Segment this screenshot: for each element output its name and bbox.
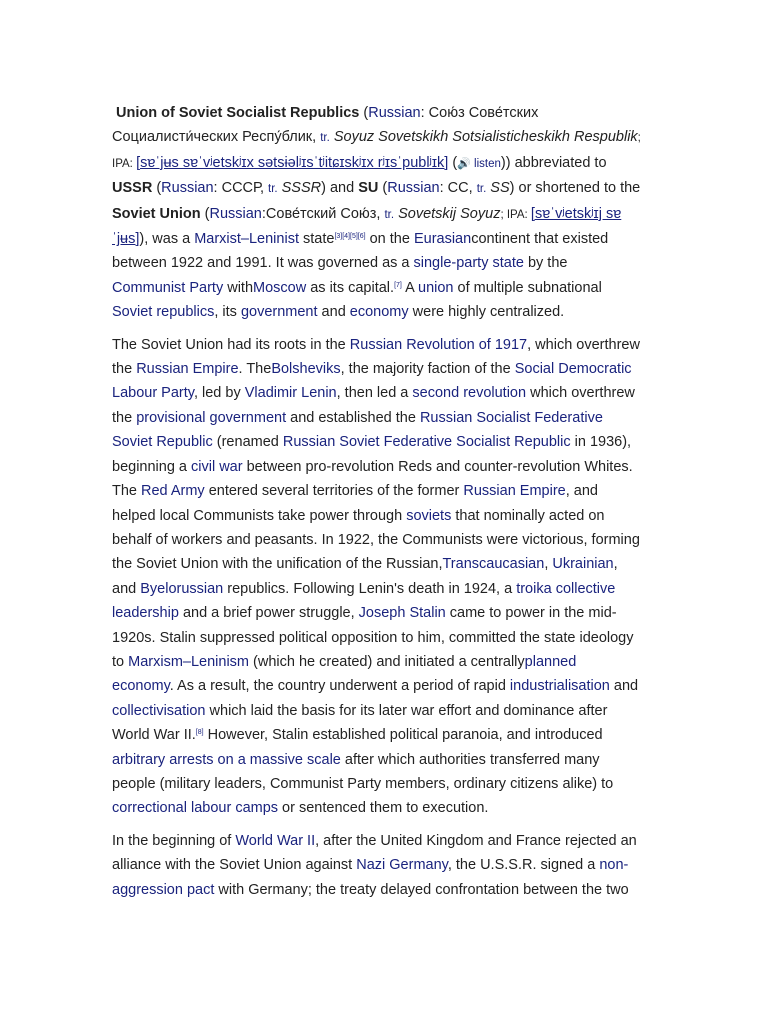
link-labour-camps[interactable]: correctional labour camps — [112, 800, 279, 817]
paragraph-intro: Union of Soviet Socialist Republics (Russian: Сою́з Сове́тских Социалисти́ческих Респу́блик, tr. Soyuz Sovetskikh Sotsialisticheskikh Respublik; IPA: [sɐˈjʉs sɐˈvʲetskʲɪx sətsɨəlʲɪsˈtʲitɕɪskʲɪx rʲɪsˈpublʲɪk] (🔊 listen)) abbreviated to USSR (Russian: СССР, tr. SSSR) and SU (Russian: СС, tr. SS) or shortened to the Soviet Union (Russian:Сове́тский Сою́з, tr. Sovetskij Soyuz; IPA: [sɐˈvʲetskʲɪj sɐˈjʉs]), was a Marxist–Leninist state[3][4][5][6] on the Eurasiancontinent that existed between 1922 and 1991. It was governed as a single-party state by the Communist Party withMoscow as its capital.[7] A union of multiple subnational Soviet republics, its government and economy were highly centralized. — [112, 105, 641, 321]
link-provisional-government[interactable]: provisional government — [136, 409, 287, 426]
link-marxism-leninism[interactable]: Marxism–Leninism — [128, 653, 249, 670]
link-red-army[interactable]: Red Army — [141, 483, 205, 500]
link-moscow[interactable]: Moscow — [253, 279, 307, 296]
link-russian[interactable]: Russian — [387, 180, 440, 197]
transliteration-text: Soyuz Sovetskikh Sotsialisticheskikh Respublik — [329, 129, 638, 146]
paragraph-ww2: In the beginning of World War II, after the United Kingdom and France rejected an alliance with the Soviet Union against Nazi Germany, the U.S.S.R. signed a non-aggression pact with Germany; the treaty delayed confrontation between the two — [112, 832, 637, 898]
citation-ref[interactable]: [8] — [195, 729, 204, 737]
link-collectivisation[interactable]: collectivisation — [112, 702, 206, 719]
link-byelorussian[interactable]: Byelorussian — [140, 580, 224, 597]
speaker-icon: 🔊 — [457, 157, 471, 170]
link-russian-revolution[interactable]: Russian Revolution of 1917 — [349, 336, 528, 353]
link-soviets[interactable]: soviets — [406, 507, 452, 524]
link-russian-empire[interactable]: Russian Empire — [136, 361, 239, 378]
link-nazi-germany[interactable]: Nazi Germany — [356, 857, 448, 874]
link-single-party-state[interactable]: single-party state — [413, 255, 524, 272]
link-government[interactable]: government — [240, 304, 318, 321]
link-ipa-pronunciation[interactable]: [sɐˈvʲetskʲɪj sɐˈjʉs] — [112, 205, 622, 248]
russian-name: Сою́з Сове́тских Социалисти́ческих Респу́блик — [112, 105, 539, 146]
link-transcaucasian[interactable]: Transcaucasian — [442, 556, 545, 573]
link-arbitrary-arrests[interactable]: arbitrary arrests on a massive scale — [112, 751, 341, 768]
link-social-democratic-labour-party[interactable]: Social Democratic Labour Party — [112, 361, 632, 402]
link-transliteration[interactable]: tr. — [320, 132, 330, 145]
link-russian[interactable]: Russian — [209, 205, 262, 222]
link-non-aggression-pact[interactable]: non-aggression pact — [112, 857, 629, 898]
abbr-ussr: USSR — [112, 180, 153, 197]
link-union[interactable]: union — [418, 279, 454, 296]
link-civil-war[interactable]: civil war — [191, 458, 243, 475]
link-ipa-pronunciation[interactable]: [sɐˈjʉs sɐˈvʲetskʲɪx sətsɨəlʲɪsˈtʲitɕɪskʲɪx rʲɪsˈpublʲɪk] — [136, 154, 449, 171]
link-vladimir-lenin[interactable]: Vladimir Lenin — [244, 385, 337, 402]
link-ukrainian[interactable]: Ukrainian — [552, 556, 614, 573]
link-soviet-republics[interactable]: Soviet republics — [112, 304, 215, 321]
link-planned-economy[interactable]: planned economy — [112, 653, 577, 695]
paragraph-history: The Soviet Union had its roots in the Russian Revolution of 1917, which overthrew the Russian Empire. TheBolsheviks, the majority faction of the Social Democratic Labour Party, led by Vladimir Lenin, then led a second revolution which overthrew the provisional government and established the Russian Socialist Federative Soviet Republic (renamed Russian Soviet Federative Socialist Republic in 1936), beginning a civil war between pro-revolution Reds and counter-revolution Whites. The Red Army entered several territories of the former Russian Empire, and helped local Communists take power through soviets that nominally acted on behalf of workers and peasants. In 1922, the Communists were victorious, forming the Soviet Union with the unification of the Russian,Transcaucasian, Ukrainian, and Byelorussian republics. Following Lenin's death in 1924, a troika collective leadership and a brief power struggle, Joseph Stalin came to power in the mid-1920s. Stalin suppressed political opposition to him, committed the state ideology to Marxism–Leninism (which he created) and initiated a centrallyplanned economy. As a result, the country underwent a period of rapid industrialisation and collectivisation which laid the basis for its later war effort and dominance after World War II.[8] However, Stalin established political paranoia, and introduced arbitrary arrests on a massive scale after which authorities transferred many people (military leaders, Communist Party members, ordinary citizens alike) to correctional labour camps or sentenced them to execution. — [112, 336, 640, 817]
link-industrialisation[interactable]: industrialisation — [509, 678, 610, 695]
link-transliteration[interactable]: tr. — [268, 183, 278, 196]
citation-ref[interactable]: [7] — [394, 281, 402, 289]
link-transliteration[interactable]: tr. — [384, 208, 395, 221]
link-bolsheviks[interactable]: Bolsheviks — [271, 361, 341, 378]
link-eurasian[interactable]: Eurasian — [413, 231, 472, 248]
link-joseph-stalin[interactable]: Joseph Stalin — [358, 605, 446, 622]
article-body — [112, 101, 642, 910]
link-russian-empire[interactable]: Russian Empire — [463, 483, 566, 500]
link-economy[interactable]: economy — [349, 304, 409, 321]
abbr-su: SU — [358, 180, 379, 197]
link-russian[interactable]: Russian — [368, 105, 421, 121]
link-russian[interactable]: Russian — [161, 180, 214, 197]
link-marxist-leninist[interactable]: Marxist–Leninist — [194, 231, 299, 248]
citation-refs[interactable]: [3][4][5][6] — [334, 233, 366, 241]
link-rsfsr[interactable]: Russian Socialist Federative Soviet Republic — [112, 409, 603, 451]
link-second-revolution[interactable]: second revolution — [412, 385, 527, 402]
link-troika[interactable]: troika collective leadership — [112, 580, 616, 622]
term-soviet-union: Soviet Union — [112, 205, 201, 222]
article-subject: Union of Soviet Socialist Republics — [116, 105, 360, 121]
link-world-war-ii[interactable]: World War II — [235, 832, 316, 849]
link-communist-party[interactable]: Communist Party — [112, 279, 224, 296]
link-transliteration[interactable]: tr. — [476, 183, 487, 196]
link-rsfsr-renamed[interactable]: Russian Soviet Federative Socialist Republic — [282, 434, 571, 451]
listen-audio-link[interactable]: 🔊 listen — [457, 157, 501, 170]
